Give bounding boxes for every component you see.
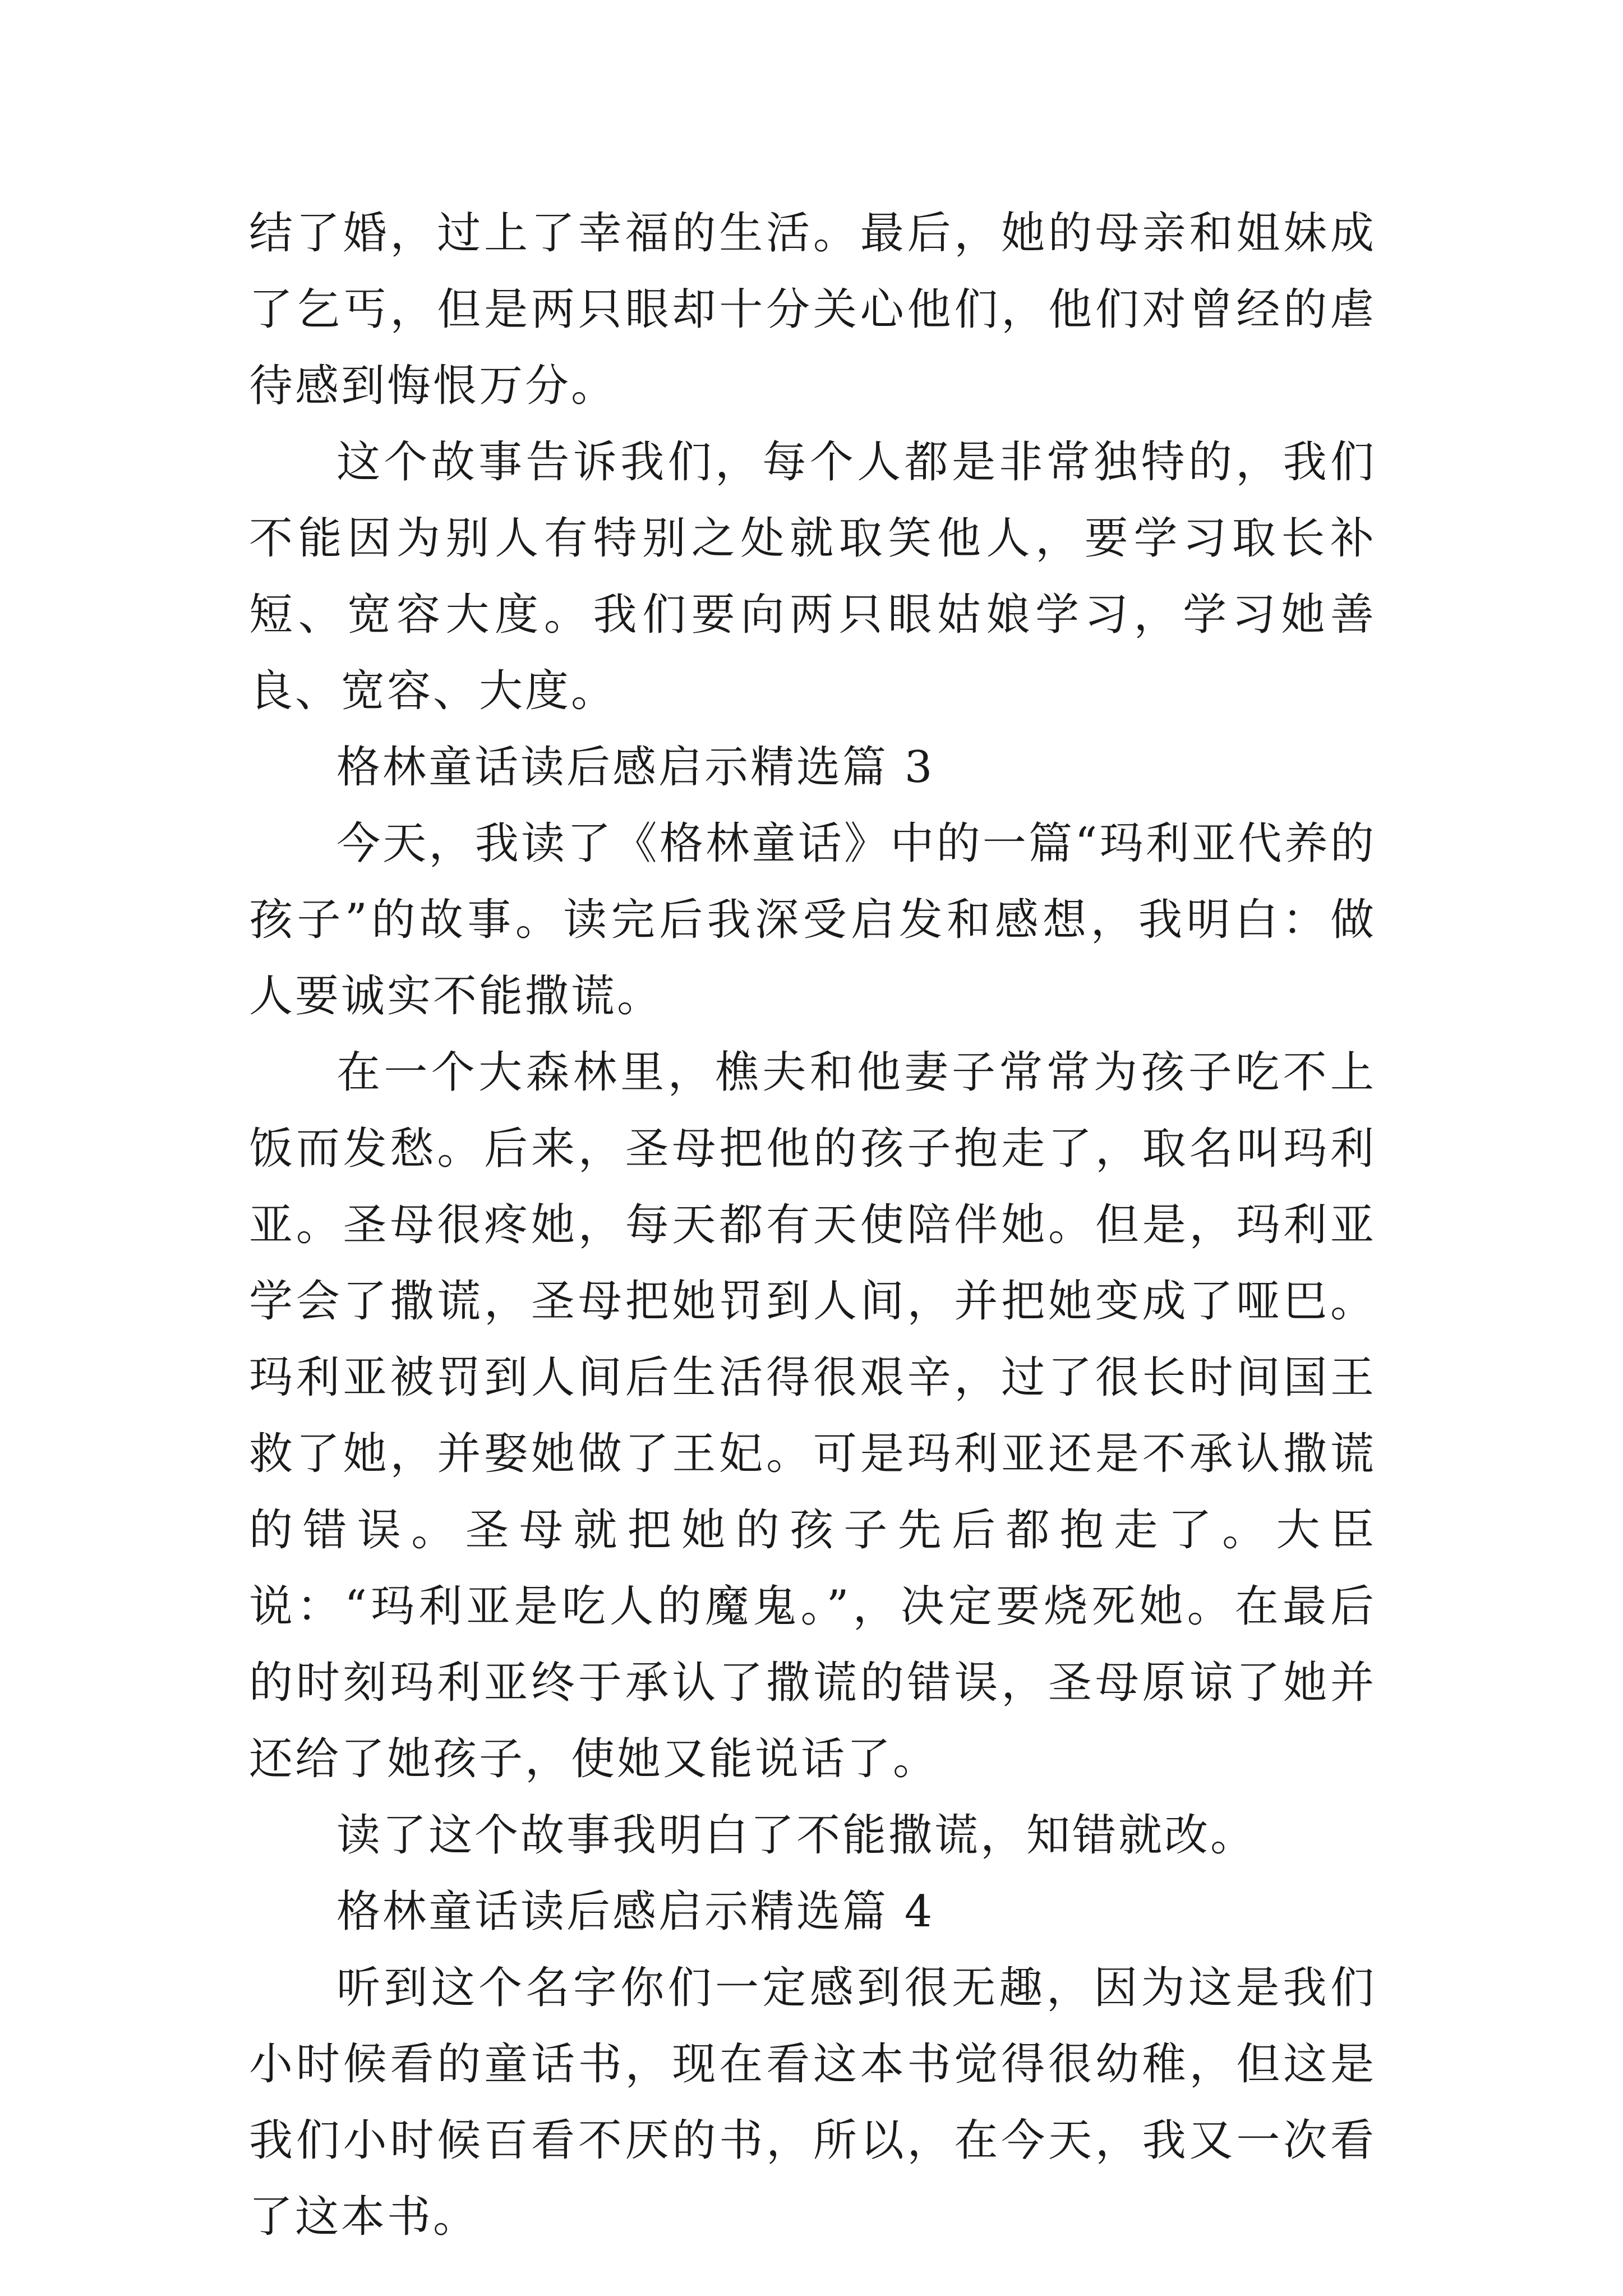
section-heading-4: 格林童话读后感启示精选篇 4 <box>336 1887 935 1937</box>
paragraph-intro-4: 听到这个名字你们一定感到很无趣，因为这是我们小时候看的童话书，现在看这本书觉得很幼稚，但这是我们小时候百看不厌的书，所以，在今天，我又一次看了这本书。 <box>249 1963 1376 2242</box>
body-text <box>249 195 1376 2255</box>
paragraph-continued: 结了婚，过上了幸福的生活。最后，她的母亲和姐妹成了乞丐，但是两只眼却十分关心他们，他们对曾经的虐待感到悔恨万分。 <box>249 208 1376 411</box>
section-heading-3: 格林童话读后感启示精选篇 3 <box>336 742 935 793</box>
paragraph-moral: 这个故事告诉我们，每个人都是非常独特的，我们不能因为别人有特别之处就取笑他人，要学习取长补短、宽容大度。我们要向两只眼姑娘学习，学习她善良、宽容、大度。 <box>249 437 1376 716</box>
paragraph-story-3: 在一个大森林里，樵夫和他妻子常常为孩子吃不上饭而发愁。后来，圣母把他的孩子抱走了，取名叫玛利亚。圣母很疼她，每天都有天使陪伴她。但是，玛利亚学会了撒谎，圣母把她罚到人间，并把她变成了哑巴。玛利亚被罚到人间后生活得很艰辛，过了很长时间国王救了她，并娶她做了王妃。可是玛利亚还是不承认撒谎的错误。圣母就把她的孩子先后都抱走了。大臣说：“玛利亚是吃人的魔鬼。”，决定要烧死她。在最后的时刻玛利亚终于承认了撒谎的错误，圣母原谅了她并还给了她孩子，使她又能说话了。 <box>249 1047 1376 1784</box>
paragraph-intro-3: 今天，我读了《格林童话》中的一篇“玛利亚代养的孩子”的故事。读完后我深受启发和感想，我明白：做人要诚实不能撒谎。 <box>249 818 1376 1022</box>
paragraph-conclusion-3: 读了这个故事我明白了不能撒谎，知错就改。 <box>336 1810 1257 1861</box>
